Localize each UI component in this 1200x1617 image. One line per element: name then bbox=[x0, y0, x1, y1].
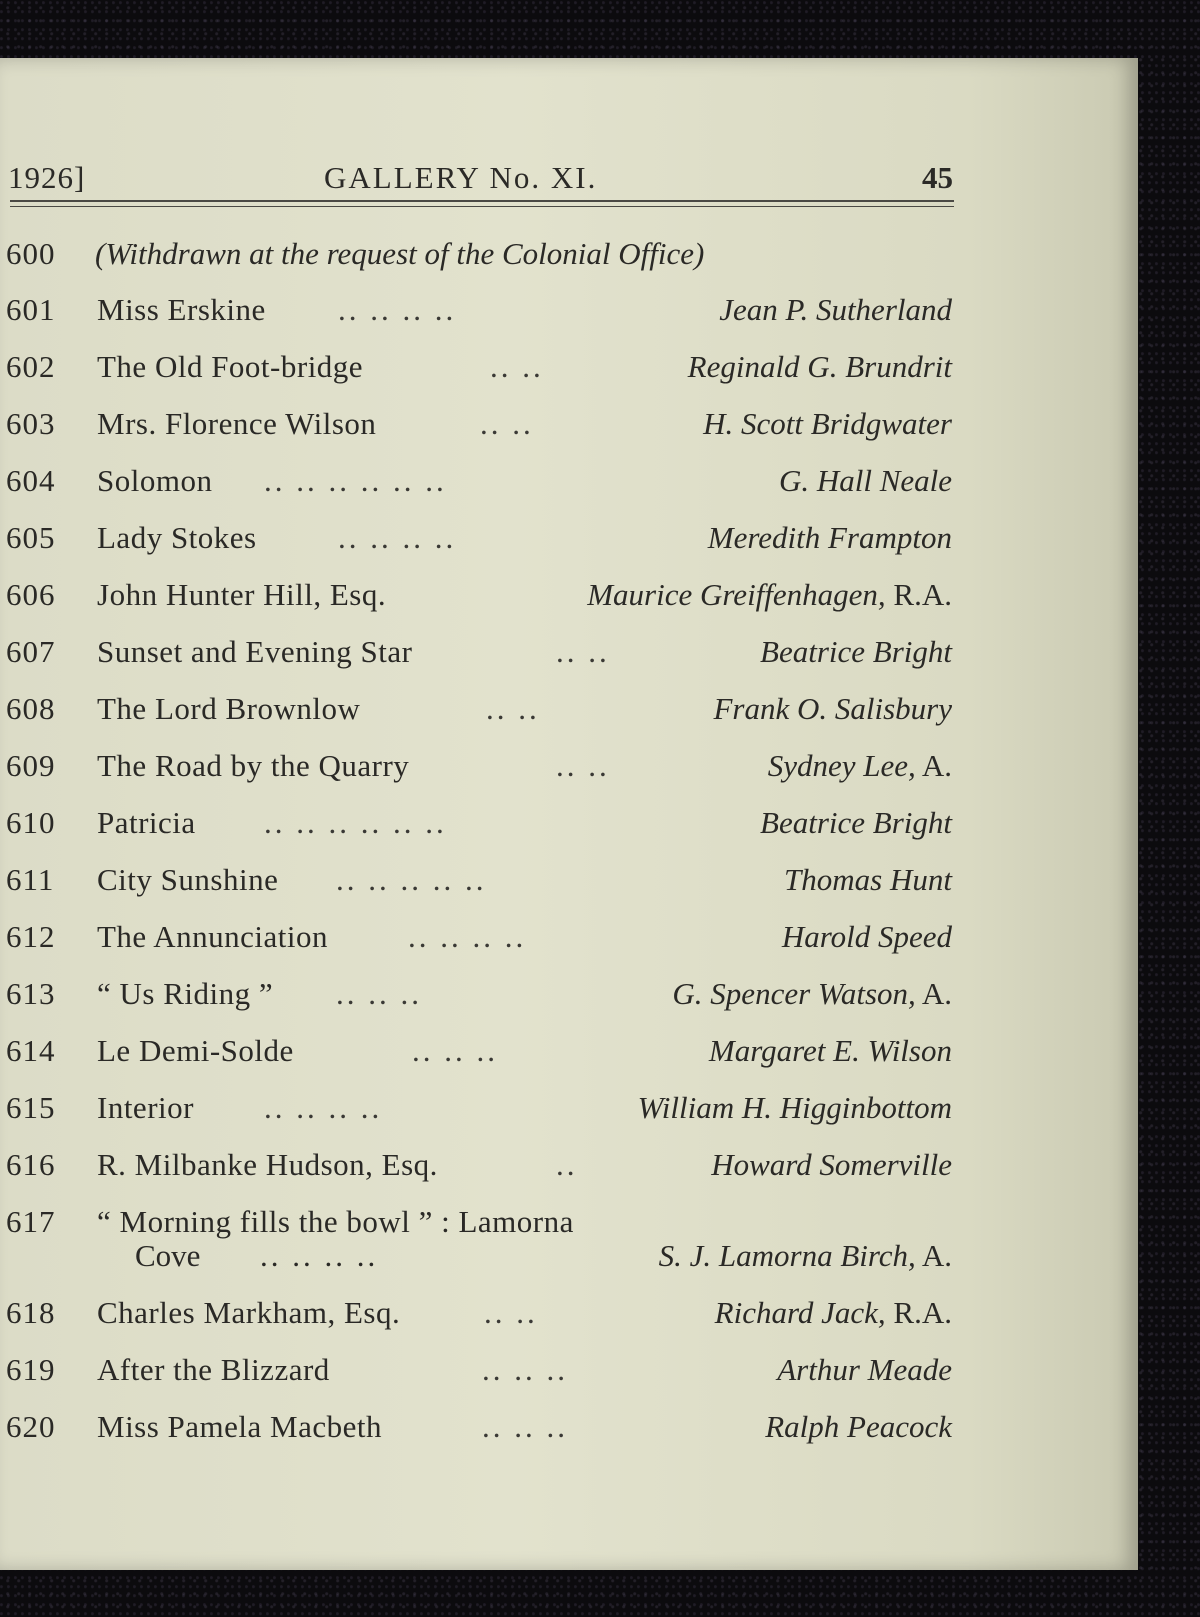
entry-artist: S. J. Lamorna Birch, A. bbox=[658, 1238, 952, 1273]
entry-title: City Sunshine bbox=[97, 862, 279, 897]
entry-artist: Beatrice Bright bbox=[760, 634, 952, 669]
list-item bbox=[0, 1409, 960, 1459]
entry-title: Le Demi-Solde bbox=[97, 1033, 294, 1068]
entry-title: The Lord Brownlow bbox=[97, 691, 361, 726]
entry-artist: Beatrice Bright bbox=[760, 805, 952, 840]
dot-leader: .. bbox=[556, 1147, 578, 1182]
list-item bbox=[0, 1090, 960, 1140]
entry-title: “ Morning fills the bowl ” : Lamorna bbox=[97, 1204, 574, 1239]
list-item bbox=[0, 406, 960, 456]
entry-title: “ Us Riding ” bbox=[97, 976, 274, 1011]
entry-number: 615 bbox=[6, 1090, 56, 1125]
dot-leader: .. .. .. .. bbox=[408, 919, 527, 954]
entry-number: 619 bbox=[6, 1352, 56, 1387]
entry-title: R. Milbanke Hudson, Esq. bbox=[97, 1147, 438, 1182]
list-item bbox=[0, 1204, 960, 1284]
entry-number: 604 bbox=[6, 463, 56, 498]
entry-artist: Jean P. Sutherland bbox=[719, 292, 952, 327]
dot-leader: .. .. .. bbox=[482, 1409, 568, 1444]
list-item bbox=[0, 1033, 960, 1083]
entry-artist: Arthur Meade bbox=[777, 1352, 952, 1387]
entry-title: Mrs. Florence Wilson bbox=[97, 406, 377, 441]
list-item bbox=[0, 1352, 960, 1402]
entry-title: Miss Pamela Macbeth bbox=[97, 1409, 383, 1444]
entry-title-continuation: Cove bbox=[135, 1238, 201, 1273]
entry-artist: Meredith Frampton bbox=[707, 520, 952, 555]
entry-number: 620 bbox=[6, 1409, 56, 1444]
entry-title: The Annunciation bbox=[97, 919, 328, 954]
entry-artist: H. Scott Bridgwater bbox=[703, 406, 952, 441]
entry-artist: Thomas Hunt bbox=[784, 862, 952, 897]
list-item bbox=[0, 976, 960, 1026]
entry-number: 605 bbox=[6, 520, 56, 555]
dot-leader: .. .. .. .. bbox=[264, 1090, 383, 1125]
entry-artist: Harold Speed bbox=[781, 919, 952, 954]
entry-artist: Ralph Peacock bbox=[765, 1409, 952, 1444]
dot-leader: .. .. bbox=[480, 406, 534, 441]
entry-number: 616 bbox=[6, 1147, 56, 1182]
list-item bbox=[0, 463, 960, 513]
list-item bbox=[0, 577, 960, 627]
list-item bbox=[0, 520, 960, 570]
entry-number: 607 bbox=[6, 634, 56, 669]
entry-number: 610 bbox=[6, 805, 56, 840]
entry-number: 603 bbox=[6, 406, 56, 441]
entry-artist: Margaret E. Wilson bbox=[708, 1033, 952, 1068]
entry-number: 613 bbox=[6, 976, 56, 1011]
dot-leader: .. .. .. .. .. .. bbox=[264, 463, 447, 498]
entry-artist: Howard Somerville bbox=[711, 1147, 952, 1182]
entry-artist: Maurice Greiffenhagen, R.A. bbox=[587, 577, 952, 612]
entry-artist: G. Hall Neale bbox=[778, 463, 952, 498]
entry-number: 600 bbox=[6, 236, 56, 271]
entry-title: Interior bbox=[97, 1090, 194, 1125]
dot-leader: .. .. .. .. .. bbox=[336, 862, 487, 897]
entry-title: Solomon bbox=[97, 463, 213, 498]
dot-leader: .. .. .. bbox=[482, 1352, 568, 1387]
dot-leader: .. .. bbox=[486, 691, 540, 726]
entry-number: 601 bbox=[6, 292, 56, 327]
entry-number: 614 bbox=[6, 1033, 56, 1068]
dot-leader: .. .. .. .. bbox=[260, 1238, 379, 1273]
list-item bbox=[0, 919, 960, 969]
entry-number: 612 bbox=[6, 919, 56, 954]
entry-artist: Frank O. Salisbury bbox=[713, 691, 952, 726]
list-item bbox=[0, 1295, 960, 1345]
dot-leader: .. .. bbox=[556, 634, 610, 669]
list-item bbox=[0, 691, 960, 741]
dot-leader: .. .. .. .. bbox=[338, 292, 457, 327]
entry-title: Miss Erskine bbox=[97, 292, 266, 327]
list-item bbox=[0, 236, 960, 286]
dot-leader: .. .. bbox=[490, 349, 544, 384]
entry-title: Sunset and Evening Star bbox=[97, 634, 413, 669]
page-header bbox=[0, 148, 960, 208]
dot-leader: .. .. bbox=[556, 748, 610, 783]
entry-artist: Sydney Lee, A. bbox=[767, 748, 952, 783]
entry-number: 608 bbox=[6, 691, 56, 726]
entry-title: John Hunter Hill, Esq. bbox=[97, 577, 387, 612]
running-year: 1926] bbox=[8, 160, 86, 195]
entry-number: 611 bbox=[6, 862, 55, 897]
entry-title: After the Blizzard bbox=[97, 1352, 330, 1387]
list-item bbox=[0, 805, 960, 855]
entry-artist: G. Spencer Watson, A. bbox=[672, 976, 952, 1011]
dot-leader: .. .. .. .. bbox=[338, 520, 457, 555]
list-item bbox=[0, 634, 960, 684]
entry-number: 617 bbox=[6, 1204, 56, 1239]
list-item bbox=[0, 862, 960, 912]
dot-leader: .. .. bbox=[484, 1295, 538, 1330]
list-item bbox=[0, 349, 960, 399]
entry-artist: William H. Higginbottom bbox=[637, 1090, 952, 1125]
dot-leader: .. .. .. bbox=[336, 976, 422, 1011]
header-rule bbox=[10, 200, 954, 207]
entry-title: The Road by the Quarry bbox=[97, 748, 410, 783]
withdrawn-note: (Withdrawn at the request of the Colonial Office) bbox=[95, 236, 705, 271]
entry-title: Lady Stokes bbox=[97, 520, 257, 555]
entry-number: 618 bbox=[6, 1295, 56, 1330]
entry-title: Charles Markham, Esq. bbox=[97, 1295, 401, 1330]
entry-number: 609 bbox=[6, 748, 56, 783]
entry-number: 602 bbox=[6, 349, 56, 384]
list-item bbox=[0, 1147, 960, 1197]
gallery-title: GALLERY No. XI. bbox=[324, 160, 598, 195]
catalogue-page bbox=[0, 58, 1138, 1570]
list-item bbox=[0, 292, 960, 342]
entry-artist: Reginald G. Brundrit bbox=[687, 349, 952, 384]
dot-leader: .. .. .. bbox=[412, 1033, 498, 1068]
list-item bbox=[0, 748, 960, 798]
dot-leader: .. .. .. .. .. .. bbox=[264, 805, 447, 840]
entry-artist: Richard Jack, R.A. bbox=[714, 1295, 952, 1330]
page-number: 45 bbox=[922, 160, 953, 195]
entry-title: Patricia bbox=[97, 805, 196, 840]
entry-number: 606 bbox=[6, 577, 56, 612]
entry-title: The Old Foot-bridge bbox=[97, 349, 364, 384]
